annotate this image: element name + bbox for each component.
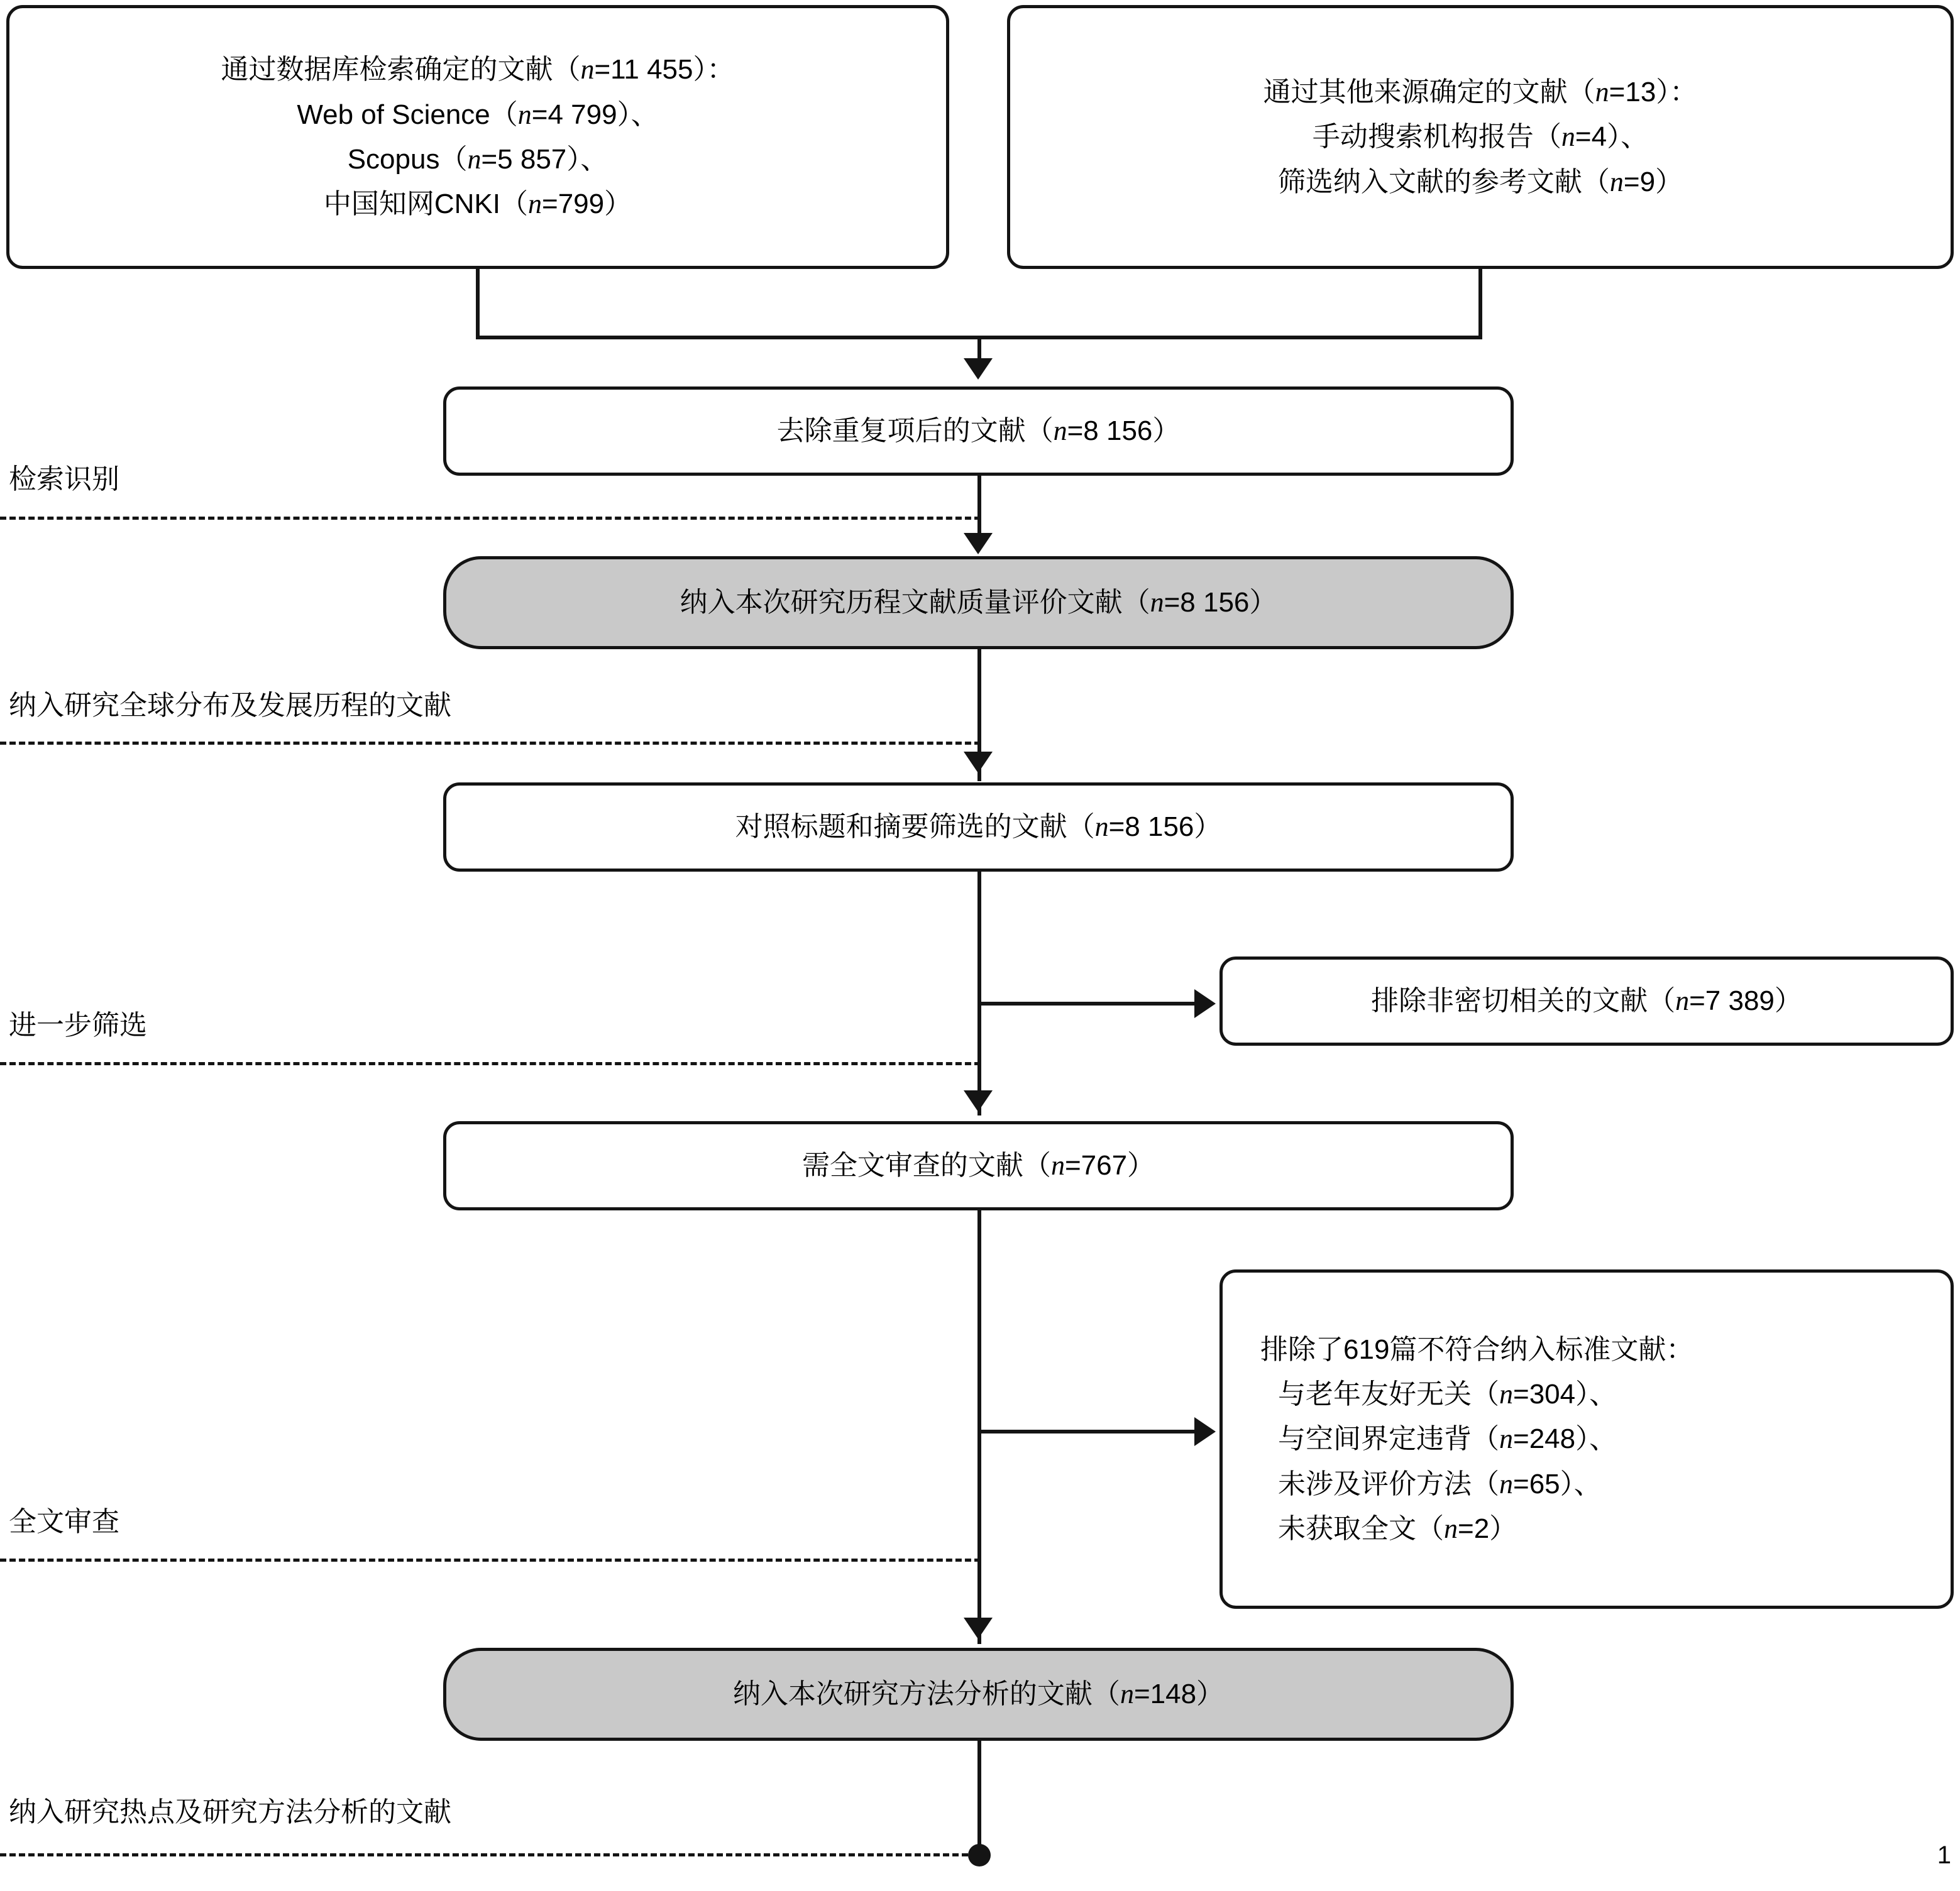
box-other-sources [1007, 5, 1954, 269]
db-search-line-4: 中国知网CNKI（n=799） [323, 189, 632, 220]
deduplicated-line-1: 去除重复项后的文献（n=8 156） [776, 415, 1181, 447]
stage-label-identification: 检索识别 [9, 464, 119, 495]
full-text-needed-line-1: 需全文审查的文献（n=767） [801, 1150, 1155, 1181]
arrow-to-excluded-criteria [1194, 1417, 1216, 1446]
divider-full-text-review [0, 1559, 981, 1562]
divider-hotspots-methods [0, 1853, 968, 1856]
connector-db-down [476, 269, 480, 339]
excluded-irrelevant-line-1: 排除非密切相关的文献（n=7 389） [1371, 985, 1802, 1017]
excluded-criteria-line-3: 与空间界定违背（n=248）、 [1278, 1423, 1617, 1455]
arrow-to-title-abstract [964, 752, 993, 773]
page-number: 1 [1937, 1841, 1951, 1869]
other-sources-line-1: 通过其他来源确定的文献（n=13）： [1263, 77, 1698, 108]
box-deduplicated [443, 386, 1514, 476]
connector-branch-irrelevant [977, 1002, 1194, 1006]
connector-included-to-endpoint [977, 1741, 981, 1855]
title-abstract-line-1: 对照标题和摘要筛选的文献（n=8 156） [735, 811, 1222, 843]
arrow-to-excluded-irrelevant [1194, 989, 1216, 1018]
connector-fulltext-to-included [977, 1210, 981, 1644]
box-quality-evaluation [443, 556, 1514, 649]
divider-global-distribution [0, 742, 981, 745]
divider-identification [0, 517, 981, 520]
box-database-search [6, 5, 949, 269]
arrow-to-deduplicated [964, 358, 993, 380]
arrow-to-quality-eval [964, 533, 993, 554]
other-sources-line-2: 手动搜索机构报告（n=4）、 [1312, 121, 1649, 153]
endpoint-dot [968, 1844, 991, 1866]
excluded-criteria-line-5: 未获取全文（n=2） [1278, 1513, 1517, 1544]
arrow-to-full-text-needed [964, 1090, 993, 1112]
other-sources-line-3: 筛选纳入文献的参考文献（n=9） [1277, 166, 1683, 197]
box-included-final [443, 1648, 1514, 1741]
connector-branch-criteria [977, 1430, 1194, 1433]
box-full-text-needed [443, 1121, 1514, 1210]
stage-label-further-screening: 进一步筛选 [9, 1010, 147, 1041]
db-search-line-2: Web of Science（n=4 799）、 [297, 99, 659, 130]
excluded-criteria-line-4: 未涉及评价方法（n=65）、 [1278, 1468, 1602, 1499]
quality-eval-line-1: 纳入本次研究历程文献质量评价文献（n=8 156） [680, 587, 1277, 618]
stage-label-global-distribution: 纳入研究全球分布及发展历程的文献 [9, 690, 451, 721]
box-excluded-criteria [1219, 1269, 1954, 1609]
stage-label-full-text-review: 全文审查 [9, 1506, 119, 1537]
divider-further-screening [0, 1062, 981, 1065]
included-final-line-1: 纳入本次研究方法分析的文献（n=148） [732, 1679, 1225, 1710]
box-excluded-irrelevant [1219, 956, 1954, 1046]
connector-other-down [1478, 269, 1482, 339]
stage-label-hotspots-methods: 纳入研究热点及研究方法分析的文献 [9, 1797, 451, 1828]
arrow-to-included-final [964, 1618, 993, 1639]
db-search-line-3: Scopus（n=5 857）、 [347, 144, 608, 175]
excluded-criteria-line-2: 与老年友好无关（n=304）、 [1278, 1379, 1617, 1410]
box-title-abstract-screening [443, 782, 1514, 872]
db-search-line-1: 通过数据库检索确定的文献（n=11 455）： [221, 54, 735, 85]
connector-title-to-fulltext [977, 872, 981, 1115]
excluded-criteria-line-1: 排除了619篇不符合纳入标准文献： [1260, 1334, 1694, 1365]
